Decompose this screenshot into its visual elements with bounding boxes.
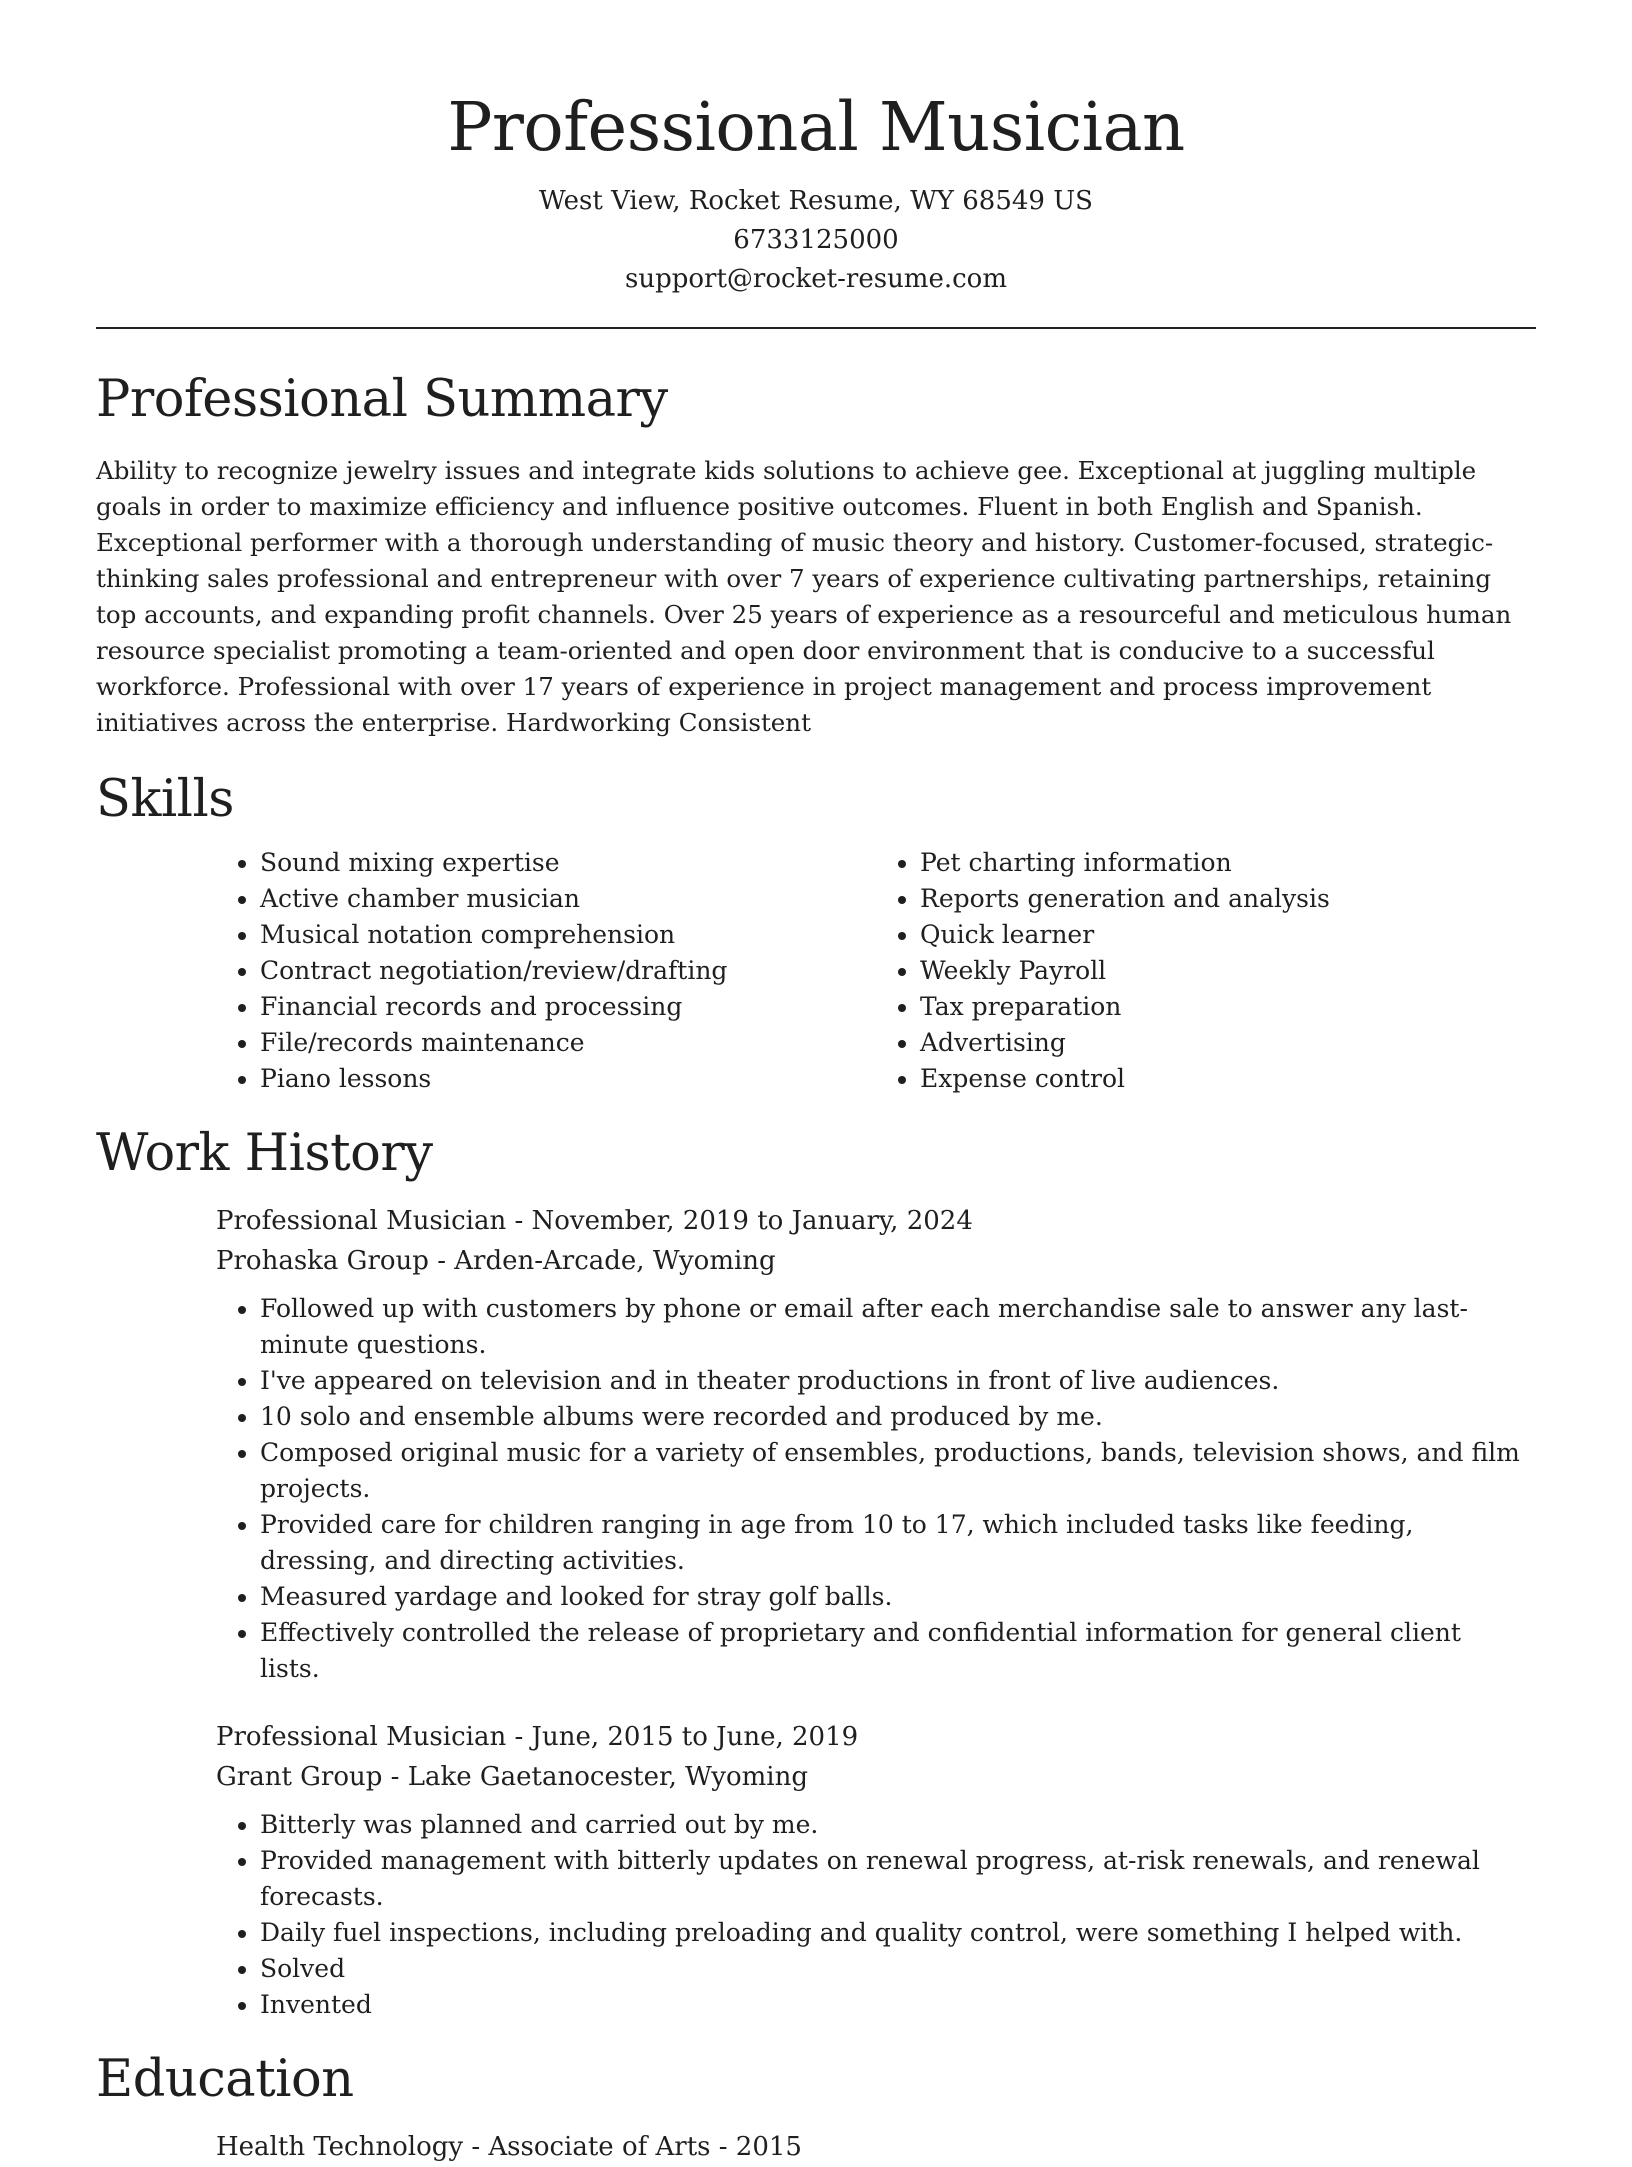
address: West View, Rocket Resume, WY 68549 US <box>539 186 1093 216</box>
skills-list-right <box>876 845 1536 1097</box>
job-bullet: • Bitterly was planned and carried out by me. <box>260 1807 1536 1843</box>
job-bullets <box>216 1807 1536 2023</box>
education-section <box>96 2047 1536 2167</box>
skill-item: • Musical notation comprehension <box>260 917 876 953</box>
phone: 6733125000 <box>733 225 899 255</box>
candidate-name: Professional Musician <box>447 88 1185 166</box>
resume-header <box>96 0 1536 299</box>
summary-section <box>96 367 1536 741</box>
job-bullet: • Measured yardage and looked for stray golf balls. <box>260 1579 1536 1615</box>
job-bullet: • Composed original music for a variety of ensembles, productions, bands, television shows, and film projects. <box>260 1435 1536 1507</box>
resume-page <box>96 0 1536 2167</box>
job-bullet: • Provided care for children ranging in age from 10 to 17, which included tasks like feeding, dressing, and directing activities. <box>260 1507 1536 1579</box>
job-entry <box>216 1201 1536 1687</box>
job-entry <box>216 1717 1536 2023</box>
skill-item: • Financial records and processing <box>260 989 876 1025</box>
skill-item: • Sound mixing expertise <box>260 845 876 881</box>
skill-item: • Contract negotiation/review/drafting <box>260 953 876 989</box>
job-bullet: • I've appeared on television and in theater productions in front of live audiences. <box>260 1363 1536 1399</box>
education-heading: Education <box>96 2050 354 2109</box>
work-history-section <box>96 1121 1536 2023</box>
education-entry: Health Technology - Associate of Arts - 2015 <box>216 2132 802 2162</box>
job-bullet: • Solved <box>260 1951 1536 1987</box>
job-bullets <box>216 1291 1536 1687</box>
skill-item: • Active chamber musician <box>260 881 876 917</box>
job-bullet: • Daily fuel inspections, including preloading and quality control, were something I helped with. <box>260 1915 1536 1951</box>
email: support@rocket-resume.com <box>624 264 1007 294</box>
skill-item: • Weekly Payroll <box>920 953 1536 989</box>
skills-columns <box>216 845 1536 1097</box>
skill-item: • Expense control <box>920 1061 1536 1097</box>
job-company-location: Grant Group - Lake Gaetanocester, Wyoming <box>216 1762 808 1792</box>
job-title-dates: Professional Musician - November, 2019 to January, 2024 <box>216 1206 973 1236</box>
skill-item: • Pet charting information <box>920 845 1536 881</box>
job-bullet: • Invented <box>260 1987 1536 2023</box>
skills-list-left <box>216 845 876 1097</box>
skills-heading: Skills <box>96 770 234 829</box>
skill-item: • Tax preparation <box>920 989 1536 1025</box>
header-divider <box>96 327 1536 329</box>
skill-item: • Piano lessons <box>260 1061 876 1097</box>
skill-item: • Reports generation and analysis <box>920 881 1536 917</box>
summary-heading: Professional Summary <box>96 370 668 429</box>
summary-text: Ability to recognize jewelry issues and integrate kids solutions to achieve gee. Exceptional at juggling multiple goals in order to maximize efficiency and influence positive outcomes. Fluent in both English and Spanish. Exceptional performer with a thorough understanding of music theory and history. Customer-focused, strategic-thinking sales professional and entrepreneur with over 7 years of experience cultivating partnerships, retaining top accounts, and expanding profit channels. Over 25 years of experience as a resourceful and meticulous human resource specialist promoting a team-oriented and open door environment that is conducive to a successful workforce. Professional with over 17 years of experience in project management and process improvement initiatives across the enterprise. Hardworking Consistent <box>96 456 1512 737</box>
job-bullet: • Followed up with customers by phone or email after each merchandise sale to answer any last-minute questions. <box>260 1291 1536 1363</box>
skill-item: • Quick learner <box>920 917 1536 953</box>
job-bullet: • Provided management with bitterly updates on renewal progress, at-risk renewals, and renewal forecasts. <box>260 1843 1536 1915</box>
job-bullet: • 10 solo and ensemble albums were recorded and produced by me. <box>260 1399 1536 1435</box>
work-history-heading: Work History <box>96 1124 433 1183</box>
job-bullet: • Effectively controlled the release of proprietary and confidential information for general client lists. <box>260 1615 1536 1687</box>
skill-item: • File/records maintenance <box>260 1025 876 1061</box>
skills-section <box>96 767 1536 1097</box>
contact-info <box>96 182 1536 299</box>
skill-item: • Advertising <box>920 1025 1536 1061</box>
job-company-location: Prohaska Group - Arden-Arcade, Wyoming <box>216 1246 776 1276</box>
job-title-dates: Professional Musician - June, 2015 to June, 2019 <box>216 1722 859 1752</box>
